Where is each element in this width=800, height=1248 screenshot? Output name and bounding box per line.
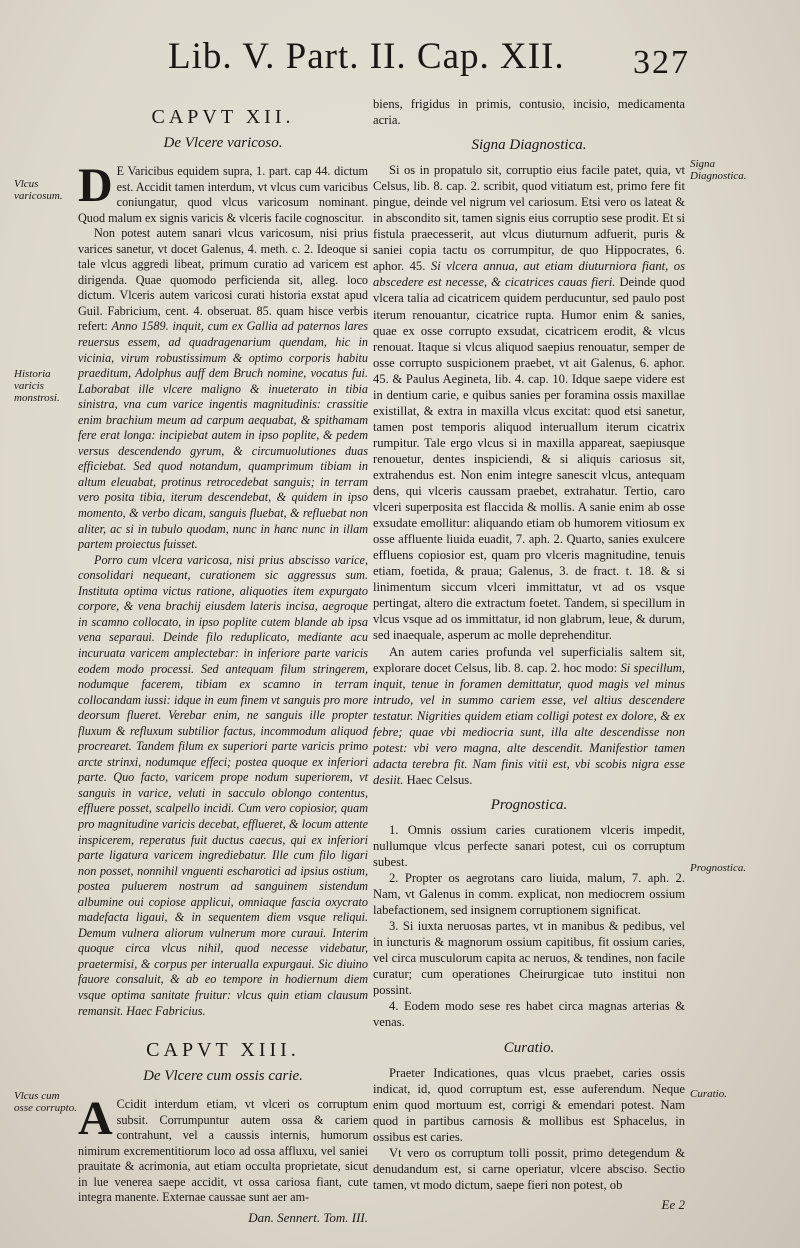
signature-text: Dan. Sennert. Tom. III. bbox=[248, 1209, 368, 1225]
drop-cap: A bbox=[78, 1092, 113, 1146]
margin-note-historia: Historia varicis monstrosi. bbox=[14, 368, 60, 404]
paragraph-text: Si os in propatulo sit, corruptio eius facile patet, quia, vt Celsus, lib. 8. cap. 2. scribit, quod vitiatum est, primo fere fit pingue, deinde vel nigrum vel cariosum. Etsi vero os lateat & in abscondito sit, tamen signis eius corruptio sese prodit. Et si fistula praecesserit, aut vlcus diuturnum adfuerit, puris & saniei copia tactu os corrumpitur, de quo Hippocrates, 6. aphor. 45. bbox=[373, 163, 685, 274]
paragraph bbox=[78, 1092, 368, 1206]
paragraph bbox=[78, 159, 368, 226]
drop-cap: D bbox=[78, 159, 113, 212]
quotation-text: Si specillum, inquit, tenue in foramen demittatur, quod magis vel minus intrudo, vel in summo cariem esse, vel altius descendere testatur. Nigrities quidem etiam colligi potest ex dolore, & ex febre; quae vbi mediocria sunt, illa alte descendisse non potest: vbi vero magna, alte descendit. Manifestior tamen adacta terebra fit. Nam finis vitii est, vbi scobis nigra esse desiit. bbox=[373, 660, 685, 787]
paragraph: Praeter Indicationes, quas vlcus praebet, caries ossis indicat, id, quod corruptum est, esse auferendum. Neque enim quod mortuum est, corrigi & emendari potest. Nam quod in partibus carnosis & mollibus est Sphacelus, in ossibus est caries. bbox=[373, 1065, 685, 1144]
signa-diagnostica-title: Signa Diagnostica. bbox=[471, 137, 587, 154]
quotation-text: Anno 1589. inquit, cum ex Gallia ad paternos lares reuersus essem, ad quadragenarium quendam, hic in vicinia, virum robustissimum & optimo corporis habitu praeditum, Adolphus auff dem Bruch nomine, vocatus fui. Laborabat ille vlcere maligno & inueterato in tibia sinistra, vna cum varice ingentis magnitudinis: crassitie enim brachium meum ad carpum aequabat, & spithamam fere erat longa: incipiebat autem in ipso poplite, & pedem versus descendendo gyrum, & circumuolutiones duas efficiebat. Sed quod notandum, quamprimum tibiam in altum eleuabat, protinus retrocedebat sanguis; in terram vero posita tibia, iterum descendebat, & quidem in ipso momento, & verbo dicam, sanguis fluebat, & refluebat non aliter, ac si in tubulo quodam, nunc in hanc nunc in illam partem proiectus fuisset. bbox=[78, 319, 369, 552]
signature-text: Ee 2 bbox=[661, 1196, 685, 1212]
margin-note-curatio: Curatio. bbox=[690, 1088, 727, 1100]
paragraph-text: E Varicibus equidem supra, 1. part. cap 44. dictum est. Accidit tamen interdum, vt vlcus cum varicibus coniungatur, quod vlcus varicosum nominant. Quod malum ex signis varicis & vlceris facile cognoscitur. bbox=[78, 164, 368, 225]
paragraph-text: Ccidit interdum etiam, vt vlceri os corruptum subsit. Corrumpuntur autem ossa & cariem contrahunt, vel a caussis internis, humorum nimirum excrementitiorum loco ad ossa affluxu, vel saniei prauitate & acrimonia, aut etiam occulta proprietate, sicut in lue venerea saepe accidit, vt ossa cariosa fiant, cute integra manente. Externae caussae sunt aer am- bbox=[78, 1097, 368, 1205]
quotation-text: Si vlcera annua, aut etiam diuturniora fiant, os abscedere est necesse, & cicatrices cauas fieri. bbox=[373, 259, 685, 290]
curatio-title: Curatio. bbox=[503, 1039, 555, 1056]
left-column bbox=[78, 96, 368, 1225]
page-number: 327 bbox=[633, 44, 690, 81]
running-header: Lib. V. Part. II. Cap. XII. bbox=[168, 36, 565, 77]
prognostica-title: Prognostica. bbox=[490, 796, 568, 813]
chapter-12-title: CAPVT XII. bbox=[151, 106, 295, 128]
paragraph-text: An autem caries profunda vel superficialis saltem sit, explorare docet Celsus, lib. 8. cap. 2. hoc modo: bbox=[373, 644, 685, 675]
footer-signature bbox=[78, 1210, 368, 1226]
margin-note-vlcus-cum-osse: Vlcus cum osse corrupto. bbox=[14, 1090, 77, 1114]
margin-note-signa-diagnostica: Signa Diagnostica. bbox=[690, 158, 747, 182]
paragraph bbox=[373, 162, 685, 643]
paragraph: Porro cum vlcera varicosa, nisi prius abscisso varice, consolidari nequeant, curationem sic aggressus sum. Instituta optima victus ratione, aliquoties item expurgato corpore, & vena brachij eiusdem lateris incisa, aegroque in scamno collocato, in ipso poplite cutem blande ab ipsa vena separaui. Deinde filo reduplicato, mediante acu incuruata varicem amplectebar: in inferiore parte varicis eodem modo processi. Sed antequam filum stringerem, nodumque facerem, tibiam ex scamno in terram collocandam iussi: idque in eum finem vt sanguis pro more deorsum flueret. Verebar enim, ne sanguis ille propter fluxum & refluxum subtilior factus, incommodum aliquod procrearet. Tandem filum ex superiori parte varicis primo arcte strinxi, nodumque effeci; postea quoque ex inferiori parte. Quo facto, varicem prope nodum superiorem, vt sanguis in varice, veluti in sacculo oblongo contentus, effluere posset, scalpello incidi. Cum vero copiosior, quam pro magnitudine varicis decebat, efflueret, & locum attente inspicerem, reperatus fuit ductus caecus, qui ex inferiori parte ligatura varicem ingrediebatur. Ille cum filo ligari non posset, nonnihil vnguenti escharotici ad ipsius ostium, postea puluerem nostrum ad sanguinem sistendum albumine oui copiose applicui, omniaque fascia oxycrato madefacta ligaui, & in sequentem diem vsque reliqui. Demum vulnera aliorum vulnerum more curaui. Interim quoque circa vlcus nihil, quod necesse videbatur, praetermisi, & corpus per interualla expurgaui. Sic diuino fauore consaluit, & ab eo tempore in hodiernum diem vsque optima sanitate fruitur: vlcus quin etiam clausum remansit. Haec Fabricius. bbox=[78, 552, 368, 1018]
chapter-13-title: CAPVT XIII. bbox=[146, 1039, 300, 1062]
prognostic-item: 1. Omnis ossium caries curationem vlceris impedit, nullumque vlcus perfecte sanari potest, cui os corruptum subest. bbox=[373, 822, 685, 870]
paragraph: biens, frigidus in primis, contusio, incisio, medicamenta acria. bbox=[373, 97, 685, 128]
paragraph: Vt vero os corruptum tolli possit, primo detegendum & denudandum est, si carne operiatur, vlcere absciso. Sectio tamen, vt modo dictum, saepe fieri non potest, ob bbox=[373, 1145, 685, 1192]
signature-mark bbox=[373, 1197, 685, 1213]
right-column bbox=[373, 96, 685, 1213]
paragraph-text: Haec Celsus. bbox=[406, 772, 473, 787]
margin-note-vlcus-varicosum: Vlcus varicosum. bbox=[14, 178, 63, 202]
paragraph bbox=[78, 226, 368, 552]
margin-note-prognostica: Prognostica. bbox=[690, 862, 747, 874]
paragraph-text: Non potest autem sanari vlcus varicosum, nisi prius varices sanetur, vt docet Galenus, 4. meth. c. 2. Ideoque si tale vlcus aggredi libeat, primum curatio ad varicem est dirigenda. Quae quomodo perficienda sit, alleg. loco dictum. Vlceris autem varicosi curati historia exstat apud Guil. Fabricium, cent. 4. obseruat. 85. quam hisce verbis refert: bbox=[78, 226, 368, 334]
prognostic-item: 4. Eodem modo sese res habet circa magnas arterias & venas. bbox=[373, 999, 685, 1030]
prognostic-item: 3. Si iuxta neruosas partes, vt in manibus & pedibus, vel in iuncturis & magnorum ossium capitibus, fit ossium caries, vel circa musculorum capita ac neruos, & tendines, non facile curatur; cum operationes Cheirurgicae tuto institui non possint. bbox=[373, 919, 685, 998]
prognostic-item: 2. Propter os aegrotans caro liuida, malum, 7. aph. 2. Nam, vt Galenus in comm. explicat, non mediocrem ossium labefactionem, sed insignem corruptionem significat. bbox=[373, 871, 685, 918]
chapter-12-subtitle: De Vlcere varicoso. bbox=[163, 135, 283, 151]
chapter-13-subtitle: De Vlcere cum ossis carie. bbox=[143, 1068, 303, 1085]
paragraph-text: Deinde quod vlcera talia ad cicatricem quidem perducuntur, sed paulo post iterum renouantur, cicatrice rupta. Humor enim & sanies, quae ex osse corrupto exsudat, cicatricem erodit, & vlcus renouat. Itaque si vlcus aliquod saepius renouatur, semper de osse corrupto suspicionem praebet, vt ait Galenus, 6. aphor. 45. & Paulus Aegineta, lib. 4. cap. 10. Idque saepe videre est in dentium carie, e quibus sanies per foramina ossis maxillae existillat, & extra in maxilla vlcus excitat: quod etsi sanetur, tamen post temporis aliquod interuallum iterum cicatrix rumpitur. Tale ergo vlcus si in maxilla appareat, saepiusque renouetur, dentes inspiciendi, & si aliquis cariosus sit, extrahendus est. Non enim integre sanescit vlcus, antequam dens, qui vlceris caussam praebet, extrahatur. Tertio, caro vlceri superposita est flaccida & mollis. A sanie enim ab osse exsudate emollitur: aliquando etiam ob humorem vitiosum ex osse affluente liuida euadit, 7. aph. 2. Quarto, sanies exulcere effluens copiosior est, quam pro vlceris magnitudine, tenuis etiam, foetida, & praua; Galenus, 3. de fract. t. 18. & si linimentum siccum vlceri immittatur, vt ad os vsque pertingat, altero die extractum foetet. Tandem, si specillum in vlcus vsque ad os immittatur, id non glabrum, leue, & durum, sed inaequale, asperum ac molle deprehenditur. bbox=[373, 275, 685, 643]
paragraph bbox=[373, 644, 685, 788]
